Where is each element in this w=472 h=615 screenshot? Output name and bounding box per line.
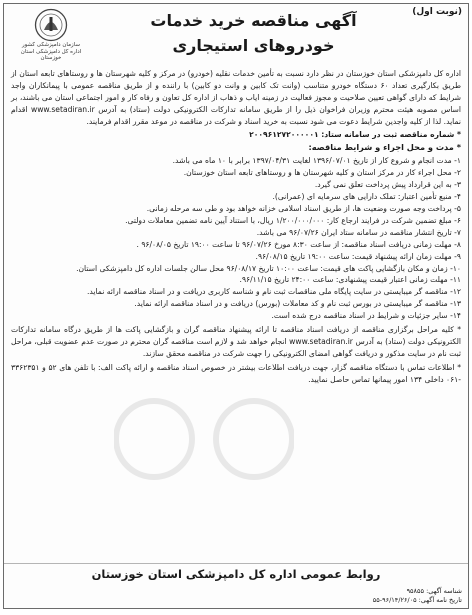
org-name-line2: اداره کل دامپزشکی استان خوزستان [20, 48, 82, 61]
conditions-heading: * مدت و محل اجراء و شرایط مناقصه: [308, 142, 461, 153]
condition-item: ۷- تاریخ انتشار مناقصه در سامانه ستاد ایران ۹۶/۰۷/۲۶ می باشد. [256, 227, 461, 237]
intro-paragraph: اداره کل دامپزشکی استان خوزستان در نظر دارد نسبت به تأمین خدمات نقلیه (خودرو) در مرکز و کلیه شهرستان ها و روستاهای تابعه استان از طریق بکارگیری تعداد ۶۰ دستگاه خودرو متناسب (وانت تک کابین و وانت دو کابین) با راننده و از طریق مناقصه عمومی با پیمانکاران واجد شرایط که دارای گواهی تعیین صلاحیت و مجوز فعالیت در زمینه ایاب و ذهاب از اداره کل تعاون و رفاه کار و امور اجتماعی استان می باشند، بر اساس مصوبه هیئت محترم وزیران فراخوان ذیل را از طریق سامانه تدارکات الکترونیکی دولت (ستاد) به آدرس www.setadiran.ir اقدام نماید. لذا از کلیه واجدین شرایط دعوت می شود نسبت به خرید اسناد و شرکت در مناقصه در موعد مقرر اقدام فرمایند. [11, 69, 461, 126]
advertisement-body [4, 68, 468, 386]
ad-id: شناسه آگهی: ۹۵۸۵۵ [406, 587, 462, 595]
tender-advertisement [3, 3, 469, 609]
title-block [99, 10, 408, 56]
condition-item: ۹- مهلت زمان ارائه پیشنهاد قیمت: ساعت ۱۹:۰۰ تاریخ ۹۶/۰۸/۱۵. [255, 251, 461, 261]
ad-meta [373, 587, 462, 605]
page-subtitle: خودروهای استیجاری [172, 36, 335, 55]
footer [4, 563, 468, 608]
condition-item: ۶- مبلغ تضمین شرکت در فرایند ارجاع کار: ۱/۲۰۰/۰۰۰/۰۰۰ ریال، با استناد آیین نامه تضمین معاملات دولتی. [125, 215, 461, 225]
condition-item: ۵- پرداخت وجه صورت وضعیت ها، از طریق اسناد اسلامی خزانه خواهد بود و طی سه مرحله زمانی. [146, 203, 461, 213]
condition-item: ۳- به این قرارداد پیش پرداخت تعلق نمی گیرد. [314, 180, 461, 190]
registration-number: * شماره مناقصه ثبت در سامانه ستاد: ۲۰۰۹۶۱۲۷۲۰۰۰۰۰۱ [249, 129, 461, 139]
condition-item: ۸- مهلت زمانی دریافت اسناد مناقصه: از ساعت ۸:۳۰ مورخ ۹۶/۰۷/۲۶ تا ساعت ۱۹:۰۰ تاریخ ۹۶/۰۸/۰۵ . [136, 239, 461, 249]
condition-item: ۱۳- مناقصه گر میبایستی در بورس ثبت نام و کد معاملات (بورس) دریافت و در اسناد مناقصه ارائه نماید. [134, 299, 461, 309]
watermark-icon [114, 384, 294, 494]
round-label: (نوبت اول) [412, 7, 462, 17]
condition-item: ۱۲- مناقصه گر میبایستی در سایت پایگاه ملی مناقصات ثبت نام و شناسه کاربری دریافت و در اسناد مناقصه ارائه نماید. [86, 287, 461, 297]
org-name-line1: سازمان دامپزشکی کشور [22, 42, 80, 48]
condition-item: ۲- محل اجراء کار در مرکز استان و کلیه شهرستان ها و روستاهای تابعه استان خوزستان. [183, 168, 461, 178]
organization-logo [10, 8, 92, 64]
contact-note: * اطلاعات تماس با دستگاه مناقصه گزار، جهت دریافت اطلاعات بیشتر در خصوص اسناد مناقصه و ارائه پاکت الف: با تلفن های ۵۲ و ۳۳۶۲۳۵۱ -۰۶۱ داخلی ۱۳۴ امور پیمانها تماس حاصل نمایید. [11, 362, 461, 384]
header [4, 4, 468, 68]
process-note: * کلیه مراحل برگزاری مناقصه از دریافت اسناد مناقصه تا ارائه پیشنهاد مناقصه گران و بازگشایی پاکت ها از طریق درگاه سامانه تدارکات الکترونیکی دولت (ستاد) به آدرس www.setadiran.ir انجام خواهد شد و لازم است مناقصه گران محترم در صورت عدم عضویت قبلی، مراحل ثبت نام در سایت مذکور و دریافت گواهی امضای الکترونیکی را جهت شرکت در مناقصه محقق سازند. [11, 325, 461, 358]
organization-emblem-icon [34, 8, 68, 42]
condition-item: ۱۴- سایر جزئیات و شرایط در اسناد مناقصه درج شده است. [271, 311, 461, 321]
page-title: آگهی مناقصه خرید خدمات [150, 11, 357, 30]
conditions-list [11, 155, 461, 322]
condition-item: ۱۰- زمان و مکان بازگشایی پاکت های قیمت: ساعت ۱۰:۰۰ تاریخ ۹۶/۰۸/۱۷ محل سالن جلسات اداره کل دامپزشکی استان. [76, 263, 461, 273]
publisher-name: روابط عمومی اداره کل دامپزشکی استان خوزستان [91, 567, 381, 581]
print-date: تاریخ نامه آگهی: ۹۶/۱۴/۲۶/۰۵-۵۵ [372, 596, 462, 604]
condition-item: ۱- مدت انجام و شروع کار از تاریخ ۱۳۹۶/۰۷/۰۱ لغایت ۱۳۹۷/۰۴/۳۱ برابر با ۱۰ ماه می باشد. [172, 156, 461, 166]
condition-item: ۴- منبع تأمین اعتبار: تملک دارایی های سرمایه ای (عمرانی). [272, 192, 461, 202]
condition-item: ۱۱- مهلت زمانی اعتبار قیمت پیشنهادی: ساعت ۲۴:۰۰ تاریخ ۹۶/۱۱/۱۵. [239, 275, 461, 285]
